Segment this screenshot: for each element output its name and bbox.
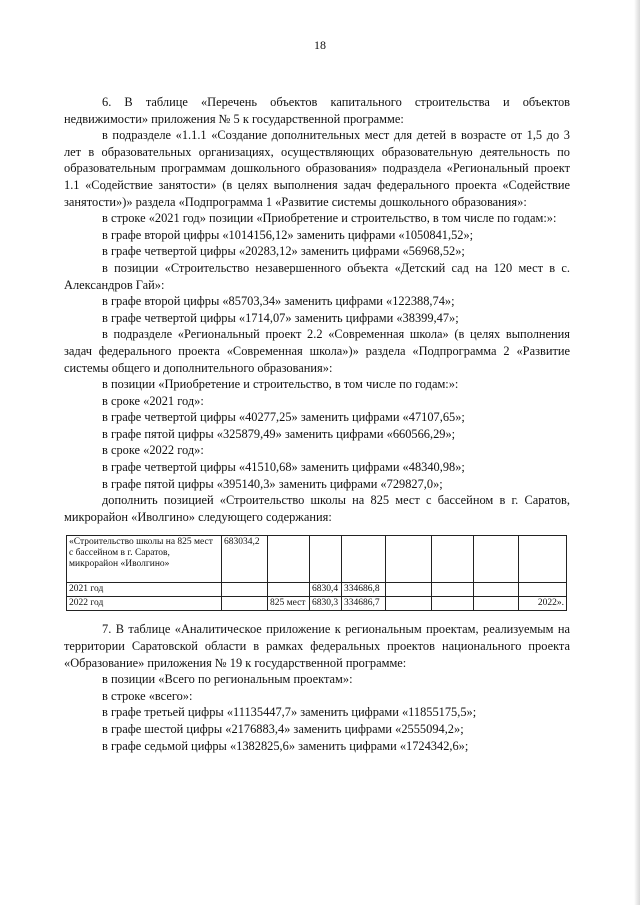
table-cell: 2022 год [67, 597, 222, 611]
section-6 [64, 94, 570, 525]
table-cell [310, 536, 342, 583]
paragraph: в строке «2021 год» позиции «Приобретение и строительство, в том числе по годам:»: [102, 211, 557, 226]
table-cell: 334686,7 [342, 597, 386, 611]
table-cell: 683034,2 [222, 536, 268, 583]
paragraph: в графе четвертой цифры «40277,25» заменить цифрами «47107,65»; [102, 410, 465, 425]
paragraph: в сроке «2022 год»: [102, 443, 204, 458]
table-row [67, 536, 567, 583]
paragraph: в подразделе «1.1.1 «Создание дополнительных мест для детей в возрасте от 1,5 до 3 лет в образовательных организациях, осуществляющих образовательную деятельность по образовательным программам дошкольного образования» подраздела «Региональный проект 1.1 «Содействие занятости» (в целях выполнения задач федерального проекта «Содействие занятости»)» раздела «Подпрограмма 1 «Развитие системы дошкольного образования»: [64, 128, 570, 209]
table-cell [268, 536, 310, 583]
page-number: 18 [314, 38, 326, 52]
paragraph: дополнить позицией «Строительство школы на 825 мест с бассейном в г. Саратов, микрорайон «Иволгино» следующего содержания: [64, 493, 570, 524]
table-cell [222, 583, 268, 597]
table-cell [474, 597, 519, 611]
paragraph: в графе второй цифры «85703,34» заменить цифрами «122388,74»; [102, 294, 455, 309]
table-cell: 2022». [519, 597, 567, 611]
table-row [67, 597, 567, 611]
table-cell [386, 536, 432, 583]
paragraph: в позиции «Всего по региональным проектам»: [102, 672, 353, 687]
paragraph: в графе шестой цифры «2176883,4» заменить цифрами «2555094,2»; [102, 722, 464, 736]
paragraph: в строке «всего»: [102, 688, 193, 703]
paragraph: 7. В таблице «Аналитическое приложение к региональным проектам, реализуемым на территории Саратовской области в рамках федеральных проектов национального проекта «Образование» приложения № 19 к государственной программе: [64, 622, 570, 670]
table-cell: 825 мест [268, 597, 310, 611]
paragraph: в графе четвертой цифры «20283,12» заменить цифрами «56968,52»; [102, 244, 465, 259]
paragraph: в графе четвертой цифры «41510,68» заменить цифрами «48340,98»; [102, 460, 465, 475]
table-cell [268, 583, 310, 597]
insert-table [66, 535, 567, 611]
table-cell [386, 597, 432, 611]
paragraph: в позиции «Строительство незавершенного объекта «Детский сад на 120 мест в с. Александров Гай»: [64, 260, 570, 292]
section-7 [64, 621, 570, 754]
document-body [64, 94, 570, 754]
table-cell: 2021 год [67, 583, 222, 597]
table-cell [474, 536, 519, 583]
table-cell [432, 536, 474, 583]
table-cell [342, 536, 386, 583]
table-cell [432, 597, 474, 611]
paragraph: в графе пятой цифры «395140,3» заменить цифрами «729827,0»; [102, 476, 443, 491]
table-cell: 6830,4 [310, 583, 342, 597]
table-cell: «Строительство школы на 825 мест с бассейном в г. Саратов, микрорайон «Иволгино» [67, 536, 222, 583]
table-cell [432, 583, 474, 597]
paragraph: в подразделе «Региональный проект 2.2 «Современная школа» (в целях выполнения задач федерального проекта «Современная школа»)» раздела «Подпрограмма 2 «Развитие системы общего и дополнительного образования»: [64, 327, 570, 375]
scan-edge [634, 0, 640, 905]
paragraph: в позиции «Приобретение и строительство, в том числе по годам:»: [102, 377, 459, 392]
paragraph: в графе второй цифры «1014156,12» заменить цифрами «1050841,52»; [102, 227, 474, 242]
table-cell [519, 583, 567, 597]
table-cell [386, 583, 432, 597]
table-cell: 6830,3 [310, 597, 342, 611]
table-cell: 334686,8 [342, 583, 386, 597]
paragraph: в графе третьей цифры «11135447,7» заменить цифрами «11855175,5»; [102, 705, 477, 720]
table-cell [474, 583, 519, 597]
paragraph: в графе четвертой цифры «1714,07» заменить цифрами «38399,47»; [102, 310, 459, 325]
paragraph: в графе седьмой цифры «1382825,6» заменить цифрами «1724342,6»; [102, 738, 469, 753]
table-cell [222, 597, 268, 611]
paragraph: в графе пятой цифры «325879,49» заменить цифрами «660566,29»; [102, 426, 456, 441]
paragraph: в сроке «2021 год»: [102, 393, 204, 408]
table-cell [519, 536, 567, 583]
paragraph: 6. В таблице «Перечень объектов капитального строительства и объектов недвижимости» приложения № 5 к государственной программе: [64, 95, 570, 126]
table-row [67, 583, 567, 597]
